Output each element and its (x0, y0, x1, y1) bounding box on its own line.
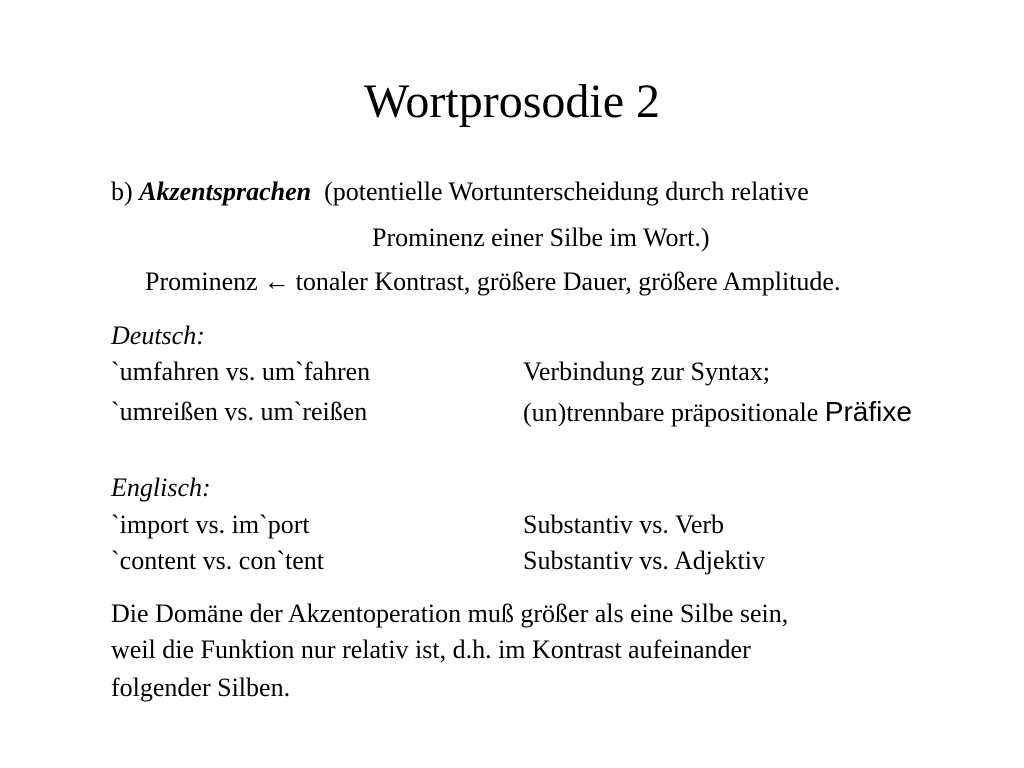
conclusion-line-3: folgender Silben. (111, 673, 291, 702)
conclusion-line-1: Die Domäne der Akzentoperation muß größer als eine Silbe sein, (111, 599, 789, 628)
deutsch-example-1: `umfahren vs. um`fahren (111, 357, 371, 386)
prominenz-period: . (833, 267, 841, 296)
slide-title: Wortprosodie 2 (363, 75, 661, 128)
conclusion-line-2: weil die Funktion nur relativ ist, d.h. im Kontrast aufeinander (111, 635, 751, 664)
deutsch-heading: Deutsch: (111, 321, 205, 350)
prominenz-line (145, 266, 840, 298)
akzent-desc-2: Prominenz einer Silbe im Wort.) (372, 223, 710, 252)
englisch-example-2: `content vs. con`tent (111, 546, 324, 575)
deutsch-note-1: Verbindung zur Syntax; (523, 357, 770, 386)
deutsch-note-2 (523, 396, 912, 429)
left-arrow-icon: ← (263, 267, 290, 296)
akzent-prefix: b) (111, 177, 140, 206)
deutsch-note-2-extra: Präfixe (824, 396, 912, 427)
akzent-term: Akzentsprachen (139, 177, 312, 206)
akzent-line (111, 176, 809, 208)
akzent-desc-1: (potentielle Wortunterscheidung durch relative (324, 177, 809, 206)
prominenz-text: tonaler Kontrast, größere Dauer, größere Amplitude (295, 267, 834, 296)
deutsch-example-2: `umreißen vs. um`reißen (111, 397, 368, 426)
englisch-heading: Englisch: (111, 473, 211, 502)
englisch-note-1: Substantiv vs. Verb (523, 510, 725, 539)
prominenz-label: Prominenz (145, 267, 258, 296)
englisch-note-2: Substantiv vs. Adjektiv (523, 546, 765, 575)
englisch-example-1: `import vs. im`port (111, 510, 310, 539)
deutsch-note-2-text: (un)trennbare präpositionale (523, 398, 825, 427)
